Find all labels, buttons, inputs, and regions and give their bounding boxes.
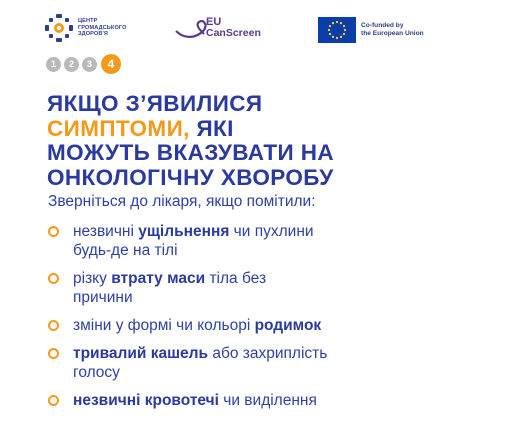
list-item [47,269,477,307]
eu-line-1: Co-funded by [361,21,404,29]
item-text-line-2: будь-де на тілі [73,242,178,259]
item-text-before: різку [73,270,112,287]
bullet-circle-icon [48,273,59,284]
phc-cross-icon [44,13,74,43]
logo-header [0,0,505,58]
list-item [47,344,477,382]
item-text-before: зміни у формі чи кольорі [73,317,255,334]
item-text-bold: родимок [254,317,322,334]
item-text-bold: незвичні кровотечі [73,392,219,409]
step-1: 1 [46,57,61,72]
eucanscreen-logo [174,16,294,42]
step-3: 3 [82,57,97,72]
phc-line-1: ЦЕНТР [78,18,98,25]
item-text-after: або захриплість [208,345,328,362]
eucanscreen-logo-text [206,17,261,39]
bullet-circle-icon [48,226,59,237]
step-2: 2 [64,57,79,72]
step-indicator [46,54,124,74]
bullet-circle-icon [48,348,59,359]
title-line-3: МОЖУТЬ ВКАЗУВАТИ НА [47,140,334,165]
item-text-before: незвичні [73,223,139,240]
title-accent-word: СИМПТОМИ, [47,115,190,141]
bullet-circle-icon [48,320,59,331]
title-line-1: ЯКЩО З’ЯВИЛИСЯ [47,91,263,116]
title-line-2 [47,117,477,142]
eu-line-2: the European Union [361,30,424,37]
list-item [47,391,477,410]
title-line-2-rest: ЯКІ [189,115,234,141]
intro-text: Зверніться до лікаря, якщо помітили: [48,193,316,210]
phc-logo-text [78,18,148,38]
list-item [47,316,477,335]
item-text-after: тіла без [205,270,267,287]
item-text-after: чи пухлини [229,223,314,240]
eu-logo-text [361,22,424,38]
phc-line-2: ГРОМАДСЬКОГО [78,24,127,31]
page-title [47,92,477,190]
step-4-active: 4 [101,54,121,74]
item-text-bold: ущільнення [138,223,230,240]
eu-flag-icon [318,17,356,43]
item-text-bold: втрату маси [111,270,206,287]
eucanscreen-line-1: EU [206,16,222,28]
list-item [47,222,477,260]
eucanscreen-line-2: CanScreen [206,27,261,39]
item-text-line-2: причини [73,289,133,306]
bullet-circle-icon [48,395,59,406]
phc-line-3: ЗДОРОВ'Я [78,31,109,38]
item-text-after: чи виділення [218,392,317,409]
public-health-center-logo [44,13,148,43]
title-line-4: ОНКОЛОГІЧНУ ХВОРОБУ [47,164,334,190]
item-text-line-2: голосу [73,364,120,381]
symptom-list [47,222,477,410]
item-text-bold: тривалий кашель [73,345,209,362]
eu-cofunded-logo [318,17,424,43]
